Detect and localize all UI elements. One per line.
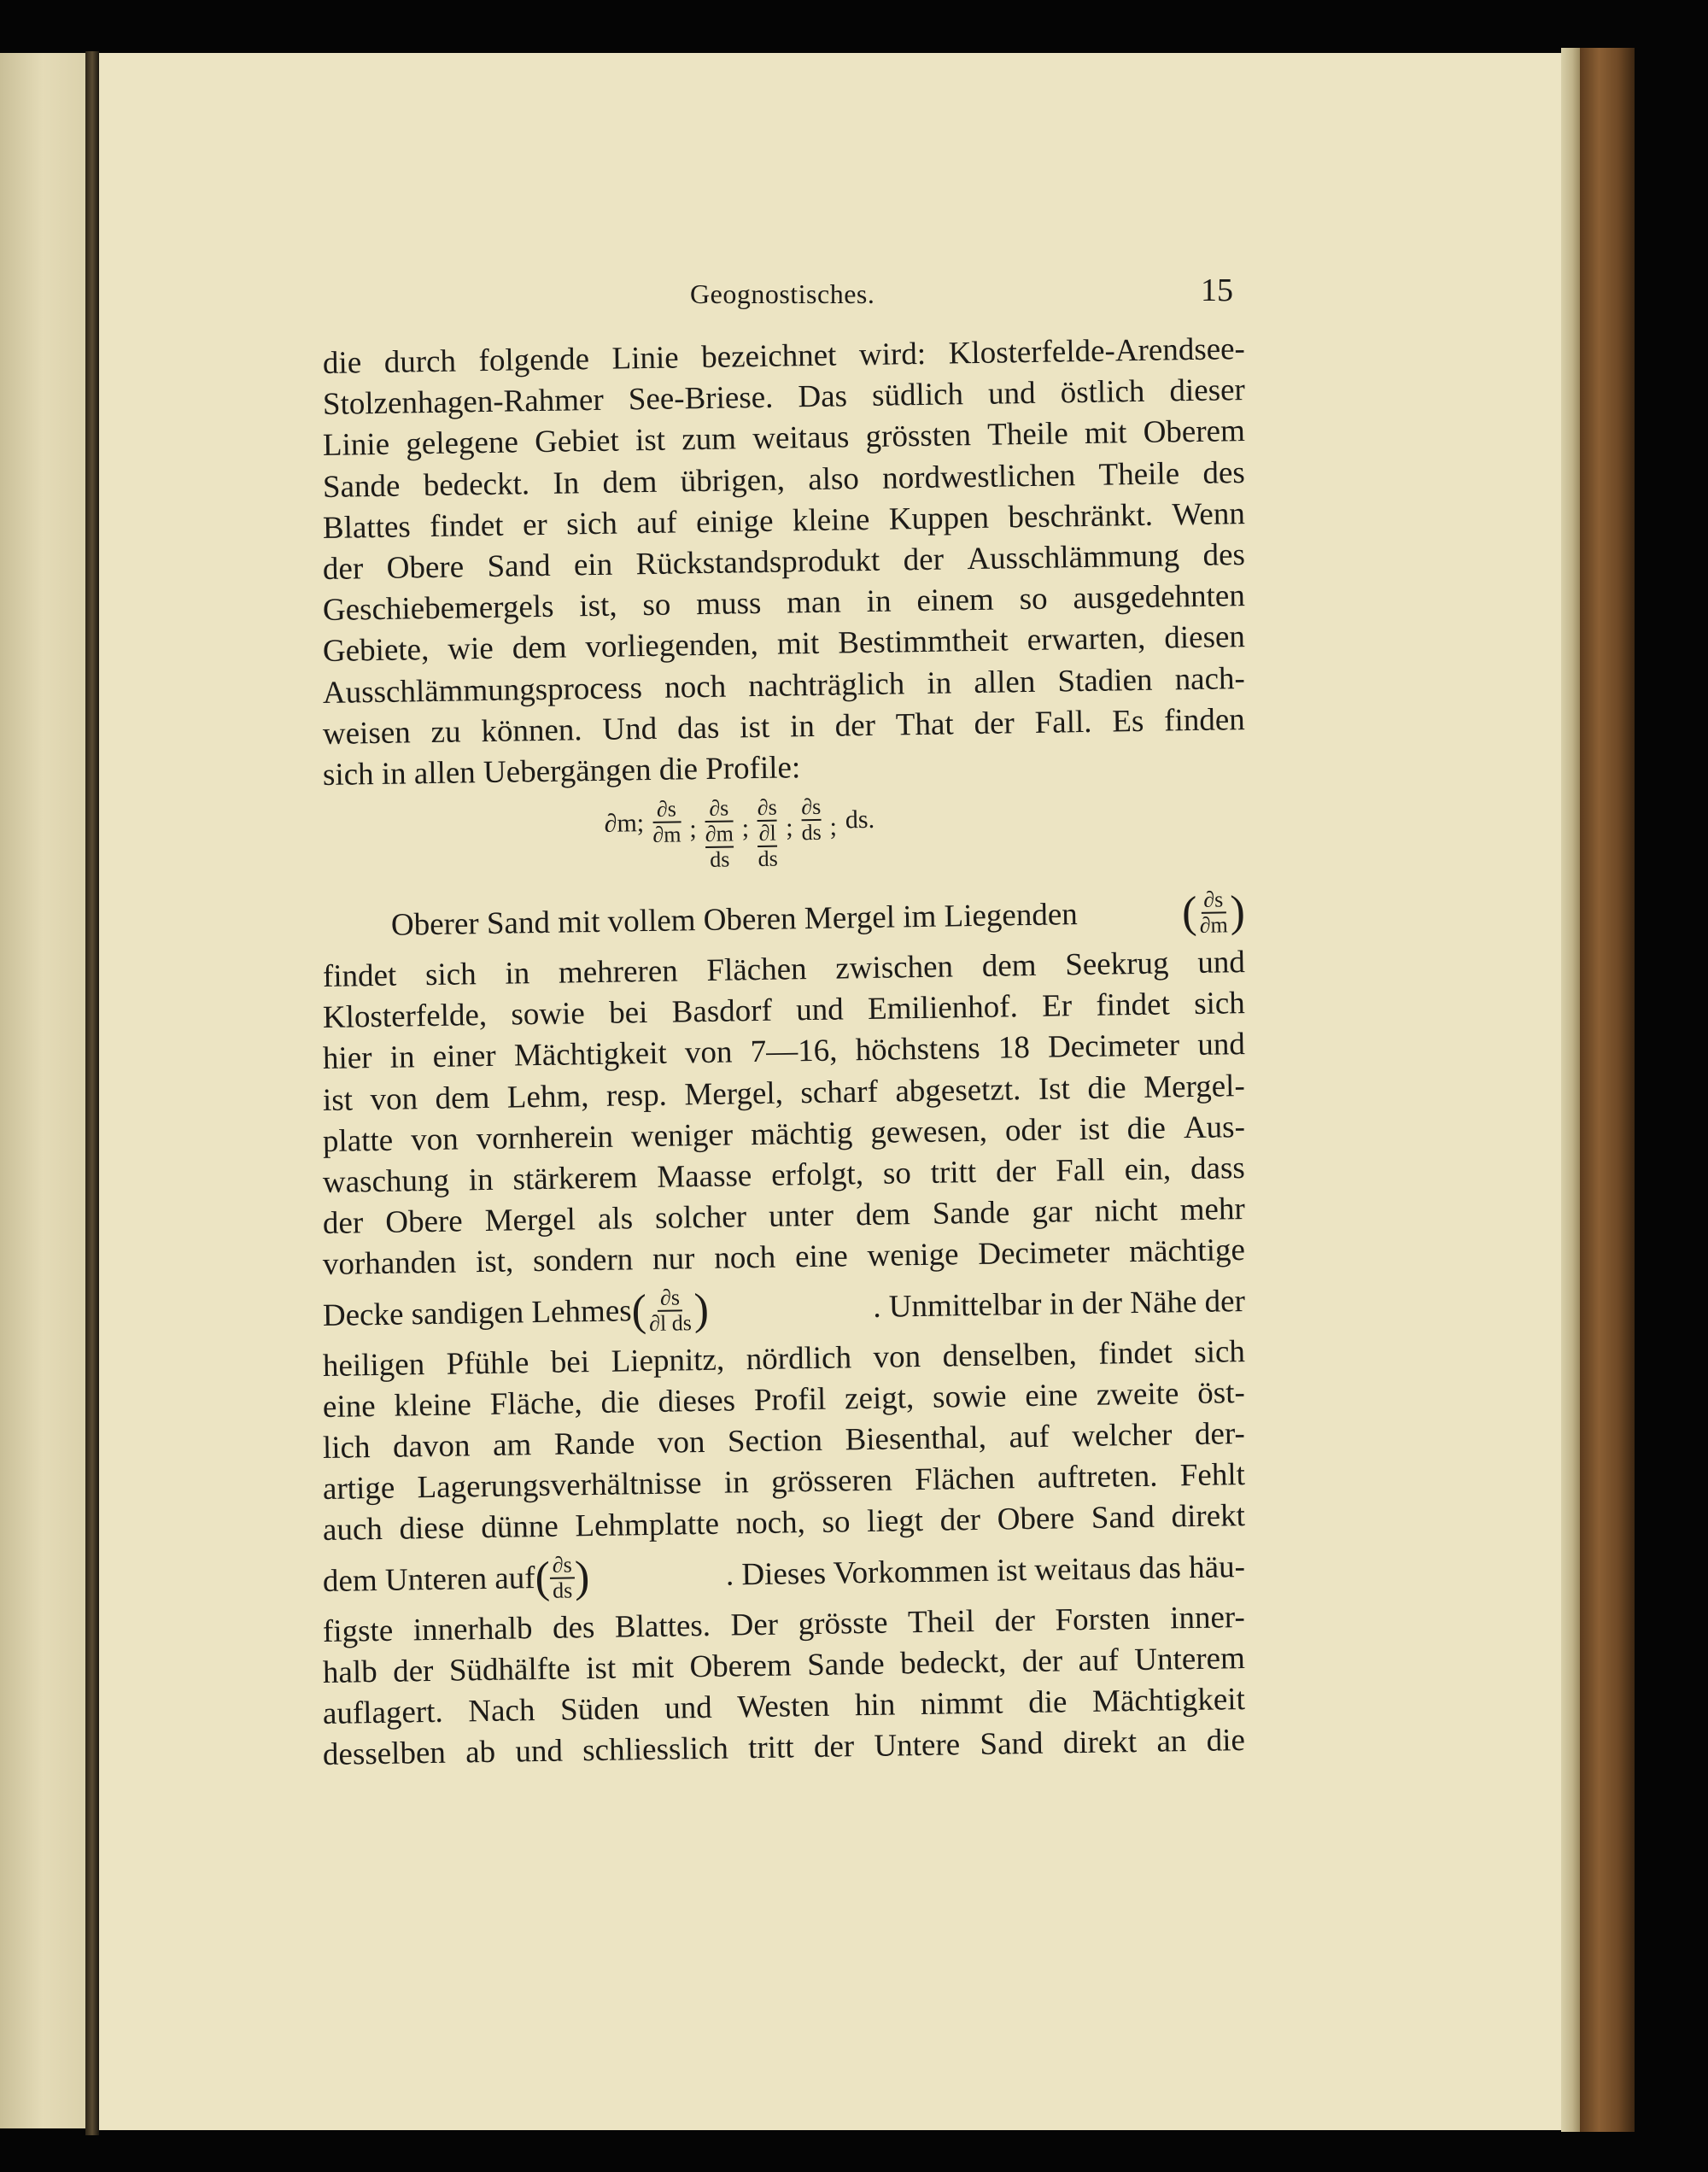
- text-fragment: . Unmittelbar in der Nähe der: [872, 1283, 1246, 1325]
- separator: ;: [741, 814, 750, 843]
- paren-close: ): [693, 1285, 710, 1334]
- text-line: die durch folgende Linie bezeichnet wird: Klosterfelde-Arendsee-: [322, 331, 1246, 381]
- page-header: [323, 272, 1245, 314]
- paren-close: ): [574, 1552, 590, 1601]
- text-line: Sande bedeckt. In dem übrigen, also nordwestlichen Theile des: [322, 454, 1246, 505]
- book-gutter: [85, 51, 99, 2135]
- profile-formula: [322, 782, 1246, 897]
- text-line: findet sich in mehreren Flächen zwischen dem Seekrug und: [322, 945, 1246, 995]
- text-line: waschung in stärkerem Maasse erfolgt, so tritt der Fall ein, dass: [322, 1150, 1246, 1200]
- paren-open: (: [1181, 887, 1197, 938]
- frac-den: ds: [709, 846, 730, 872]
- paragraph-2-part-b: [322, 1333, 1246, 1552]
- text-line: vorhanden ist, sondern nur noch eine wenige Decimeter mächtige: [322, 1232, 1246, 1283]
- text-fragment: . Dieses Vorkommen ist weitaus das häu-: [725, 1549, 1246, 1592]
- frac-mid: ∂l: [758, 820, 776, 846]
- frac-num: ∂s: [658, 1285, 682, 1311]
- profile-s-over-ds: [801, 795, 822, 845]
- profile-s-over-m: [652, 797, 681, 847]
- text-line: eine kleine Fläche, die dieses Profil zeigt, sowie eine zweite öst-: [322, 1374, 1246, 1425]
- paren-open: (: [631, 1285, 647, 1335]
- inline-formula: [631, 1285, 709, 1335]
- text-line: Ausschlämmungsprocess noch nachträglich in allen Stadien nach-: [322, 660, 1246, 711]
- text-line: Geschiebemergels ist, so muss man in einem so ausgedehnten: [322, 578, 1246, 629]
- paragraph-1: [322, 331, 1246, 796]
- page-number: 15: [1201, 272, 1233, 308]
- inline-formula: [1182, 887, 1246, 938]
- text-line: auch diese dünne Lehmplatte noch, so liegt der Obere Sand direkt: [322, 1498, 1246, 1549]
- paren-open: (: [535, 1553, 551, 1602]
- frac-den: ∂l ds: [648, 1309, 693, 1336]
- text-fragment: Decke sandigen Lehmes: [322, 1292, 632, 1333]
- text-line: heiligen Pfühle bei Liepnitz, nördlich von denselben, findet sich: [322, 1333, 1246, 1384]
- separator: ;: [785, 813, 793, 842]
- text-line: figste innerhalb des Blattes. Der grösste Theil der Forsten inner-: [322, 1599, 1246, 1649]
- frac-num: ∂s: [550, 1553, 575, 1578]
- frac-mid: ∂m: [705, 821, 734, 847]
- frac-num: ∂s: [801, 793, 822, 820]
- text-line: platte von vornherein weniger mächtig gewesen, oder ist die Aus-: [322, 1109, 1246, 1159]
- frac-den: ∂m: [1199, 912, 1228, 938]
- text-line: auflagert. Nach Süden und Westen hin nimmt die Mächtigkeit: [322, 1681, 1246, 1731]
- text-line: ist von dem Lehm, resp. Mergel, scharf abgesetzt. Ist die Mergel-: [322, 1068, 1246, 1118]
- frac-num: ∂s: [709, 795, 729, 821]
- left-page-edge: [0, 53, 96, 2128]
- text-line: halb der Südhälfte ist mit Oberem Sande bedeckt, der auf Unterem: [322, 1640, 1246, 1690]
- profile-list: [604, 794, 875, 874]
- profile-m: ∂m;: [604, 809, 645, 838]
- page-fore-edge: [1561, 48, 1580, 2132]
- frac-den: ds: [552, 1577, 573, 1603]
- text-line: sich in allen Uebergängen die Profile:: [322, 750, 801, 793]
- fraction: [646, 1285, 694, 1336]
- paragraph-2-part-a: [322, 945, 1246, 1286]
- text-line: Gebiete, wie dem vorliegenden, mit Bestimmtheit erwarten, diesen: [322, 619, 1246, 670]
- text-line: Oberer Sand mit vollem Oberen Mergel im Liegenden: [390, 897, 1079, 943]
- fraction: [1196, 887, 1231, 938]
- text-line: lich davon am Rande von Section Biesenthal, auf welcher der-: [322, 1415, 1246, 1466]
- frac-num: ∂s: [656, 796, 677, 822]
- text-line: der Obere Sand ein Rückstandsprodukt der Ausschlämmung des: [322, 536, 1246, 587]
- text-line: artige Lagerungsverhältnisse in grösseren Flächen auftreten. Fehlt: [322, 1457, 1246, 1508]
- book-cover-edge: [1580, 48, 1635, 2132]
- text-line: hier in einer Mächtigkeit von 7—16, höchstens 18 Decimeter und: [322, 1027, 1246, 1077]
- inline-formula: [535, 1553, 590, 1603]
- text-fragment: dem Unteren auf: [322, 1560, 535, 1599]
- frac-den: ∂m: [652, 822, 681, 847]
- separator: ;: [829, 812, 838, 841]
- frac-num: ∂s: [757, 794, 777, 821]
- paragraph-2-part-c: [322, 1599, 1246, 1777]
- paren-close: ): [1230, 887, 1246, 937]
- frac-num: ∂s: [1201, 887, 1225, 913]
- running-title: Geognostisches.: [690, 278, 875, 309]
- frac-den: ds: [801, 819, 822, 846]
- text-line: der Obere Mergel als solcher unter dem Sande gar nicht mehr: [322, 1191, 1246, 1242]
- text-line: weisen zu können. Und das ist in der That der Fall. Es finden: [322, 701, 1246, 752]
- text-line: Linie gelegene Gebiet ist zum weitaus grössten Theile mit Oberem: [322, 413, 1246, 464]
- fraction: [549, 1553, 575, 1602]
- text-line: Blattes findet er sich auf einige kleine Kuppen beschränkt. Wenn: [322, 495, 1246, 546]
- text-line: Stolzenhagen-Rahmer See-Briese. Das südlich und östlich dieser: [322, 372, 1246, 423]
- profile-s-over-l-ds: [757, 796, 778, 871]
- frac-den: ds: [757, 846, 778, 872]
- text-line: Klosterfelde, sowie bei Basdorf und Emilienhof. Er findet sich: [322, 986, 1246, 1036]
- text-block: [322, 331, 1246, 1776]
- text-line: desselben ab und schliesslich tritt der Untere Sand direkt an die: [322, 1723, 1246, 1773]
- profile-ds: ds.: [845, 805, 875, 834]
- separator: ;: [689, 815, 697, 844]
- profile-s-over-m-ds: [705, 797, 734, 873]
